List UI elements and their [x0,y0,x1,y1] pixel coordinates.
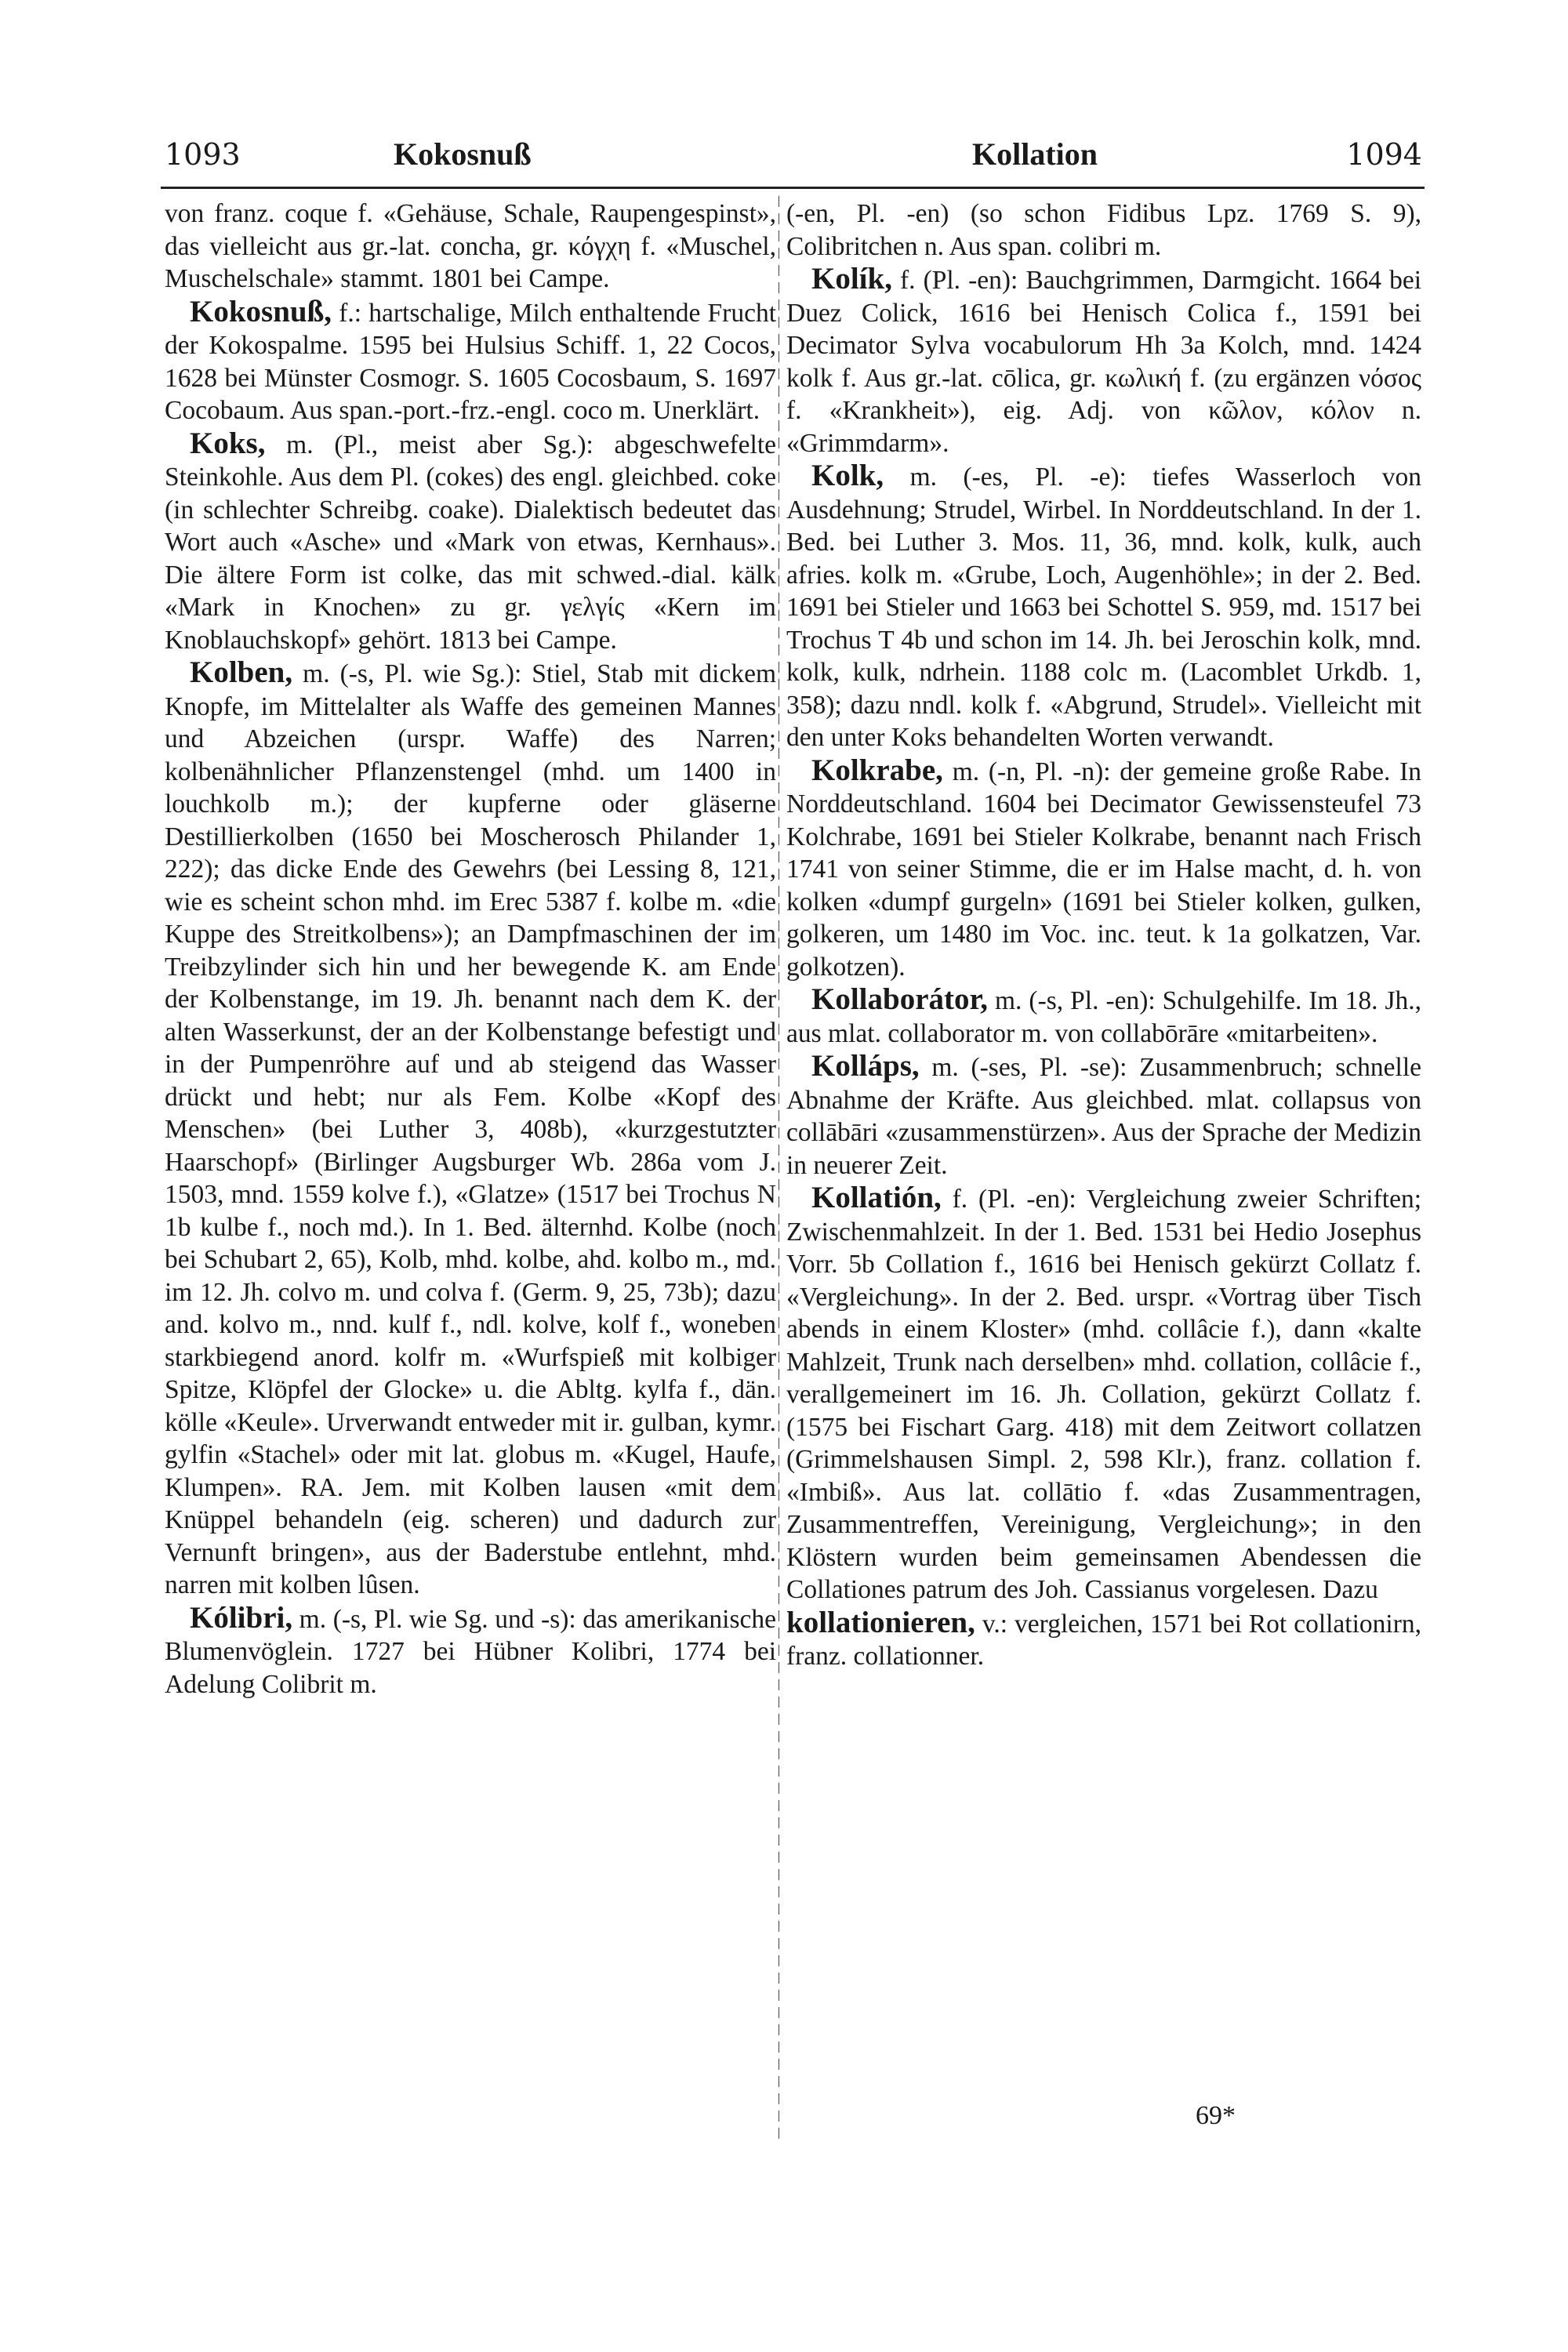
signature-mark: 69* [1196,2101,1236,2130]
entry-lemma: Kolben, [190,655,293,689]
entry-text: f. (Pl. -en): Bauchgrimmen, Darmgicht. 1664 bei Duez Colick, 1616 bei Henisch Colica f., 1591 bei Decimator Sylva vocabulorum Hh 3a Kolch, mnd. 1424 kolk f. Aus gr.-lat. cōlica, gr. κωλική f. (zu ergänzen νόσος f. «Krankheit»), eig. Adj. von κῶλον, κόλον n. «Grimmdarm». [786,266,1421,458]
entry-kollation [786,1181,1421,1606]
running-header [165,135,1422,182]
entry-text: (-en, Pl. -en) (so schon Fidibus Lpz. 1769 S. 9), Colibritchen n. Aus span. colibri m. [786,199,1421,261]
entry-lemma: Kollaborátor, [811,982,988,1016]
entry-lemma: Kolláps, [811,1049,920,1083]
entry-kollaborator [786,983,1421,1050]
right-page-number: 1094 [1346,137,1422,172]
left-page-number: 1093 [165,137,241,172]
entry-lemma: Kolkrabe, [811,753,943,787]
entry-text: f. (Pl. -en): Vergleichung zweier Schriften; Zwischenmahlzeit. In der 1. Bed. 1531 bei Hedio Josephus Vorr. 5b Collation f., 1616 bei Henisch gekürzt Collatz f. «Vergleichung». In der 2. Bed. urspr. «Vortrag über Tisch abends in einem Kloster» (mhd. collâcie f.), dann «kalte Mahlzeit, Trunk nach derselben» mhd. collation, collâcie f., verallgemeinert im 16. Jh. Collation, gekürzt Collatz f. (1575 bei Fischart Garg. 418) mit dem Zeitwort collatzen (Grimmelshausen Simpl. 2, 598 Klr.), franz. collation f. «Imbiß». Aus lat. collātio f. «das Zusammentragen, Zusammentreffen, Vereinigung, Vergleichung»; in den Klöstern wurden beim gemeinsamen Abendessen die Collationes patrum des Joh. Cassianus vorgelesen. Dazu [786,1185,1421,1604]
header-rule [161,187,1425,189]
entry-text: m. (-n, Pl. -n): der gemeine große Rabe. In Norddeutschland. 1604 bei Decimator Gewissensteufel 73 Kolchrabe, 1691 bei Stieler Kolkrabe, benannt nach Frisch 1741 von seiner Stimme, die er im Halse macht, d. h. von kolken «dumpf gurgeln» (1691 bei Stieler kolken, gulken, golkeren, um 1480 im Voc. inc. teut. k 1a golkatzen, Var. golkotzen). [786,757,1421,982]
entry-kollaps [786,1050,1421,1181]
entry-kolben [165,656,776,1602]
entry-kollationieren [786,1606,1421,1673]
entry-koks [165,427,776,657]
entry-text: von franz. coque f. «Gehäuse, Schale, Raupengespinst», das vielleicht aus gr.-lat. concha, gr. κόγχη f. «Muschel, Muschelschale» stammt. 1801 bei Campe. [165,199,776,293]
right-column [786,198,1421,1673]
entry-lemma: Kollatión, [811,1181,942,1214]
entry-text: m. (-ses, Pl. -se): Zusammenbruch; schnelle Abnahme der Kräfte. Aus gleichbed. mlat. collapsus von collābāri «zusammenstürzen». Aus der Sprache der Medizin in neuerer Zeit. [786,1053,1421,1180]
entry-text: m. (-es, Pl. -e): tiefes Wasserloch von Ausdehnung; Strudel, Wirbel. In Norddeutschland. In der 1. Bed. bei Luther 3. Mos. 11, 36, mnd. kolk, kulk, auch afries. kolk m. «Grube, Loch, Augenhöhle»; in der 2. Bed. 1691 bei Stieler und 1663 bei Schottel S. 959, md. 1517 bei Trochus T 4b und schon im 14. Jh. bei Jeroschin kolk, mnd. kolk, kulk, ndrhein. 1188 colc m. (Lacomblet Urkdb. 1, 358); dazu nndl. kolk f. «Abgrund, Strudel». Vielleicht mit den unter Koks behandelten Worten verwandt. [786,463,1421,752]
entry-continuation [165,198,776,296]
entry-continuation [786,198,1421,263]
left-column [165,198,776,1700]
entry-lemma: Koks, [190,426,266,460]
entry-lemma: Kolík, [811,262,892,296]
entry-kolk [786,459,1421,754]
entry-text: f.: hartschalige, Milch enthaltende Frucht der Kokospalme. 1595 bei Hulsius Schiff. 1, 22 Cocos, 1628 bei Münster Cosmogr. S. 1605 Cocosbaum, S. 1697 Cocobaum. Aus span.-port.-frz.-engl. coco m. Unerklärt. [165,298,776,425]
right-running-head: Kollation [972,136,1098,172]
entry-lemma: Kolk, [811,459,884,492]
entry-text: m. (-s, Pl. wie Sg. und -s): das amerikanische Blumenvöglein. 1727 bei Hübner Kolibri, 1774 bei Adelung Colibrit m. [165,1604,776,1699]
entry-kolkrabe [786,754,1421,984]
entry-text: m. (Pl., meist aber Sg.): abgeschwefelte Steinkohle. Aus dem Pl. (cokes) des engl. gleichbed. coke (in schlechter Schreibg. coake). Dialektisch bedeutet das Wort auch «Asche» und «Mark von etwas, Kernhaus». Die ältere Form ist colke, das mit schwed.-dial. kälk «Mark in Knochen» zu gr. γελγίς «Kern im Knoblauchskopf» gehört. 1813 bei Campe. [165,430,776,655]
entry-text: m. (-s, Pl. -en): Schulgehilfe. Im 18. Jh., aus mlat. collaborator m. von collabōrāre «mitarbeiten». [786,986,1421,1048]
entry-kolik [786,263,1421,459]
entry-lemma: Kólibri, [190,1600,293,1635]
entry-kokosnuss [165,296,776,427]
left-running-head: Kokosnuß [394,136,532,172]
entry-text: v.: vergleichen, 1571 bei Rot collationirn, franz. collationner. [786,1609,1421,1671]
entry-lemma: Kokosnuß, [190,294,332,328]
entry-kolibri [165,1602,776,1701]
entry-text: m. (-s, Pl. wie Sg.): Stiel, Stab mit dickem Knopfe, im Mittelalter als Waffe des gemeinen Mannes und Abzeichen (urspr. Waffe) des Narren; kolbenähnlicher Pflanzenstengel (mhd. um 1400 in louchkolb m.); der kupferne oder gläserne Destillierkolben (1650 bei Moscherosch Philander 1, 222); das dicke Ende des Gewehrs (bei Lessing 8, 121, wie es scheint schon mhd. im Erec 5387 f. kolbe m. «die Kuppe des Streitkolbens»); an Dampfmaschinen der im Treibzylinder sich hin und her bewegende K. am Ende der Kolbenstange, im 19. Jh. benannt nach dem K. der alten Wasserkunst, der an der Kolbenstange befestigt und in der Pumpenröhre auf und ab steigend das Wasser drückt und hebt; nur als Fem. Kolbe «Kopf des Menschen» (bei Luther 3, 408b), «kurzgestutzter Haarschopf» (Birlinger Augsburger Wb. 286a vom J. 1503, mnd. 1559 kolve f.), «Glatze» (1517 bei Trochus N 1b kulbe f., noch md.). In 1. Bed. älternhd. Kolbe (noch bei Schubart 2, 65), Kolb, mhd. kolbe, ahd. kolbo m., md. im 12. Jh. colvo m. und colva f. (Germ. 9, 25, 73b); dazu and. kolvo m., nnd. kulf f., ndl. kolve, kolf f., woneben starkbiegend anord. kolfr m. «Wurfspieß mit kolbiger Spitze, Klöpfel der Glocke» u. die Abltg. kylfa f., dän. kölle «Keule». Urverwandt entweder mit ir. gulban, kymr. gylfin «Stachel» oder mit lat. globus m. «Kugel, Haufe, Klumpen». RA. Jem. mit Kolben lausen «mit dem Knüppel behandeln (eig. scheren) und dadurch zur Vernunft bringen», aus der Baderstube entlehnt, mhd. narren mit kolben lûsen. [165,659,776,1599]
entry-lemma: kollationieren, [786,1605,975,1639]
